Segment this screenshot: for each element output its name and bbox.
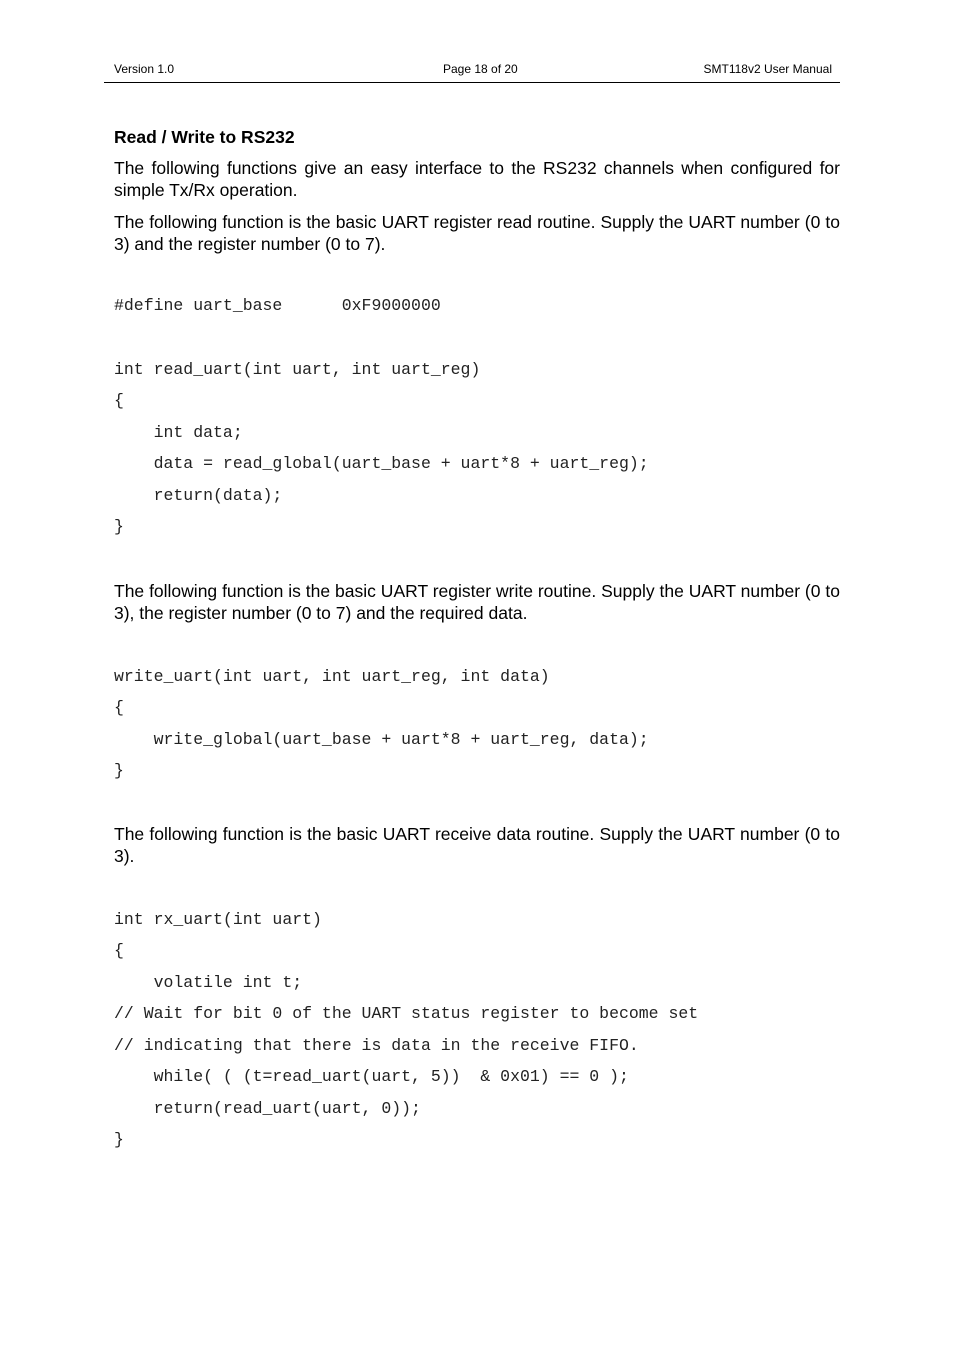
intro-paragraph: The following functions give an easy interface to the RS232 channels when configured for simple Tx/Rx operation. — [114, 158, 840, 200]
code-read-uart: int read_uart(int uart, int uart_reg) { int data; data = read_global(uart_base + uart*8 + uart_reg); return(data); } — [114, 359, 649, 536]
header-version: Version 1.0 — [114, 62, 175, 76]
header-manual-title: SMT118v2 User Manual — [703, 62, 832, 76]
code-rx-uart: int rx_uart(int uart) { volatile int t; // Wait for bit 0 of the UART status register to become set // indicating that there is data in the receive FIFO. while( ( (t=read_uart(uart, 5)) & 0x01) == 0 ); return(read_uart(uart, 0)); } — [114, 909, 699, 1149]
page-header — [104, 61, 840, 83]
code-define: #define uart_base 0xF9000000 — [114, 296, 441, 315]
rx-routine-paragraph: The following function is the basic UART receive data routine. Supply the UART number (0 to 3). — [114, 823, 840, 866]
page-content — [114, 126, 840, 1156]
read-routine-paragraph: The following function is the basic UART register read routine. Supply the UART number (0 to 3) and the register number (0 to 7). — [114, 212, 840, 254]
code-write-uart: write_uart(int uart, int uart_reg, int data) { write_global(uart_base + uart*8 + uart_reg, data); } — [114, 666, 649, 780]
section-title: Read / Write to RS232 — [114, 127, 295, 147]
write-routine-paragraph: The following function is the basic UART register write routine. Supply the UART number (0 to 3), the register number (0 to 7) and the required data. — [114, 580, 840, 623]
header-page-number: Page 18 of 20 — [443, 62, 518, 76]
